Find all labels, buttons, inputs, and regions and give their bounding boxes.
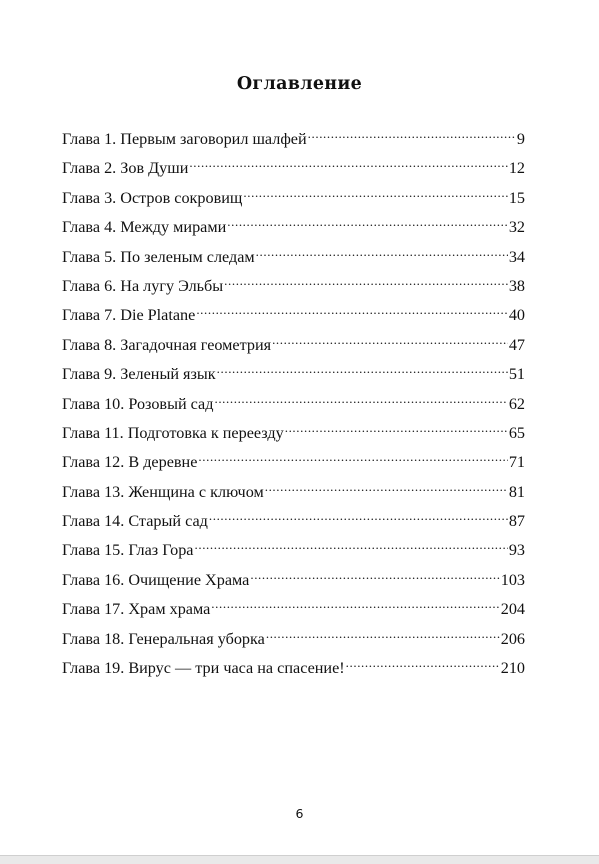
dot-leader <box>266 624 500 644</box>
toc-entry-label: Глава 3. Остров сокровищ <box>62 188 243 207</box>
dot-leader <box>308 124 516 144</box>
toc-entry <box>62 565 525 594</box>
toc-entry <box>62 242 525 271</box>
toc-entry-label: Глава 5. По зеленым следам <box>62 247 255 266</box>
toc-entry <box>62 124 525 153</box>
toc-entry <box>62 535 525 564</box>
table-of-contents <box>62 124 525 682</box>
toc-entry-page: 32 <box>508 218 525 237</box>
toc-entry-page: 62 <box>508 394 525 413</box>
toc-entry-page: 81 <box>508 482 525 501</box>
toc-entry-page: 38 <box>508 276 525 295</box>
toc-entry-label: Глава 19. Вирус — три часа на спасение! <box>62 659 345 678</box>
toc-entry <box>62 477 525 506</box>
toc-entry-page: 71 <box>508 453 525 472</box>
dot-leader <box>196 300 507 320</box>
toc-entry <box>62 153 525 182</box>
toc-entry-label: Глава 11. Подготовка к переезду <box>62 423 284 442</box>
toc-entry-page: 9 <box>516 130 525 148</box>
page-number: 6 <box>295 806 304 821</box>
dot-leader <box>211 594 499 614</box>
toc-entry-page: 47 <box>508 335 525 354</box>
toc-entry-page: 87 <box>508 512 525 531</box>
dot-leader <box>214 389 507 409</box>
page-title: Оглавление <box>236 74 363 94</box>
dot-leader <box>195 535 508 555</box>
toc-entry <box>62 359 525 388</box>
toc-entry-label: Глава 9. Зеленый язык <box>62 365 216 384</box>
toc-entry <box>62 506 525 535</box>
toc-entry-label: Глава 6. На лугу Эльбы <box>62 276 224 295</box>
toc-entry-page: 204 <box>500 600 525 619</box>
dot-leader <box>243 183 507 203</box>
toc-entry <box>62 389 525 418</box>
dot-leader <box>346 653 500 673</box>
toc-entry <box>62 624 525 653</box>
dot-leader <box>285 418 508 438</box>
dot-leader <box>209 506 508 526</box>
toc-entry <box>62 418 525 447</box>
dot-leader <box>250 565 499 585</box>
dot-leader <box>227 212 508 232</box>
toc-entry-page: 103 <box>500 570 525 589</box>
toc-entry-page: 51 <box>508 365 525 384</box>
toc-entry-page: 15 <box>508 188 525 207</box>
toc-entry-label: Глава 18. Генеральная уборка <box>62 629 265 648</box>
toc-entry-page: 210 <box>500 659 525 678</box>
toc-entry-page: 65 <box>508 423 525 442</box>
toc-entry <box>62 212 525 241</box>
toc-entry-label: Глава 4. Между мирами <box>62 218 227 237</box>
toc-entry-page: 12 <box>508 159 525 178</box>
toc-entry-label: Глава 17. Храм храма <box>62 600 211 619</box>
dot-leader <box>217 359 508 379</box>
dot-leader <box>272 330 508 350</box>
toc-entry-page: 34 <box>508 247 525 266</box>
toc-entry-label: Глава 10. Розовый сад <box>62 394 214 413</box>
toc-entry-label: Глава 2. Зов Души <box>62 159 189 178</box>
toc-entry <box>62 300 525 329</box>
toc-entry-label: Глава 7. Die Platane <box>62 306 196 325</box>
toc-entry <box>62 653 525 682</box>
toc-entry <box>62 330 525 359</box>
toc-entry <box>62 594 525 623</box>
toc-entry-label: Глава 14. Старый сад <box>62 512 208 531</box>
toc-entry-label: Глава 1. Первым заговорил шалфей <box>62 130 307 148</box>
dot-leader <box>198 447 507 467</box>
toc-entry-page: 93 <box>508 541 525 560</box>
toc-entry-label: Глава 8. Загадочная геометрия <box>62 335 272 354</box>
toc-entry-page: 206 <box>500 629 525 648</box>
toc-entry-label: Глава 12. В деревне <box>62 453 198 472</box>
toc-entry-page: 40 <box>508 306 525 325</box>
dot-leader <box>265 477 508 497</box>
toc-entry <box>62 271 525 300</box>
dot-leader <box>224 271 508 291</box>
toc-entry-label: Глава 13. Женщина с ключом <box>62 482 264 501</box>
toc-entry-label: Глава 15. Глаз Гора <box>62 541 194 560</box>
dot-leader <box>189 153 507 173</box>
toc-entry <box>62 447 525 476</box>
toc-entry-label: Глава 16. Очищение Храма <box>62 570 250 589</box>
dot-leader <box>256 242 508 262</box>
toc-entry <box>62 183 525 212</box>
